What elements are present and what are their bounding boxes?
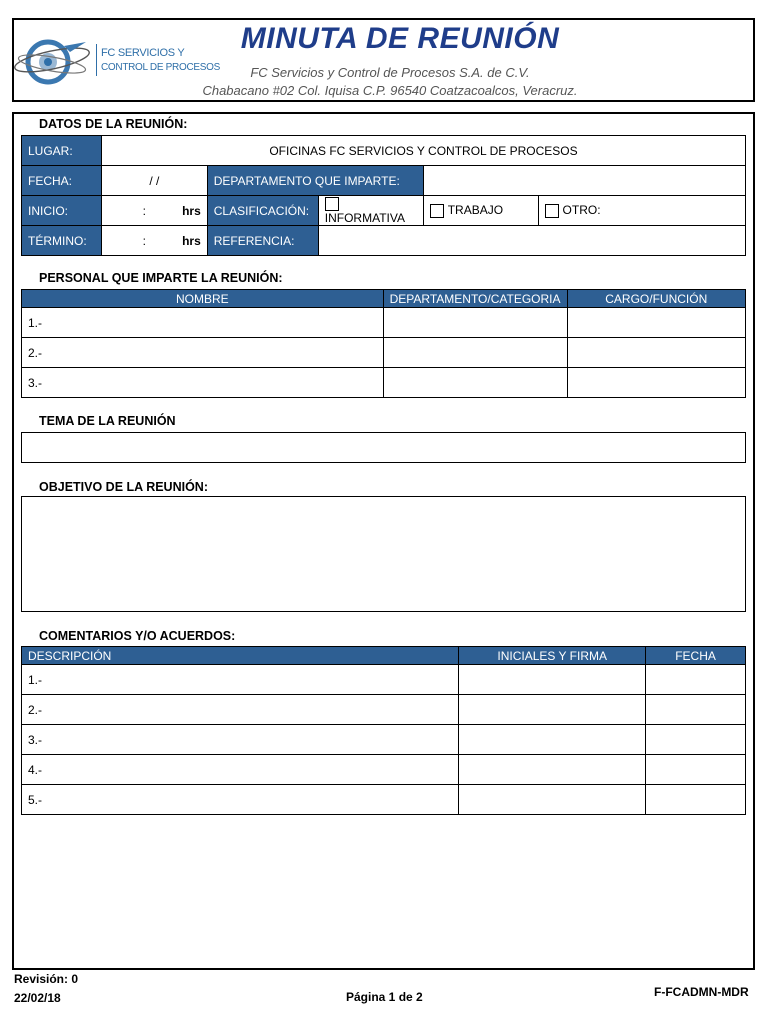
option-trabajo[interactable] bbox=[423, 196, 538, 226]
comentario-iniciales-cell[interactable] bbox=[459, 725, 646, 755]
referencia-value[interactable] bbox=[318, 226, 745, 256]
comentario-descripcion-cell[interactable]: 3.- bbox=[22, 725, 459, 755]
clasificacion-label: CLASIFICACIÓN: bbox=[207, 196, 318, 226]
col-descripcion: DESCRIPCIÓN bbox=[22, 647, 459, 665]
footer-revision: Revisión: 0 bbox=[14, 972, 79, 986]
termino-hrs: hrs bbox=[182, 233, 201, 248]
logo-divider bbox=[96, 44, 97, 76]
col-fecha: FECHA bbox=[646, 647, 746, 665]
tema-field[interactable] bbox=[21, 432, 746, 463]
table-row bbox=[22, 338, 746, 368]
otro-label: OTRO: bbox=[562, 203, 601, 218]
row-lugar bbox=[22, 136, 746, 166]
personal-nombre-cell[interactable]: 1.- bbox=[22, 308, 384, 338]
option-otro[interactable] bbox=[538, 196, 745, 226]
inicio-value[interactable] bbox=[101, 196, 207, 226]
col-cargo: CARGO/FUNCIÓN bbox=[567, 290, 745, 308]
row-inicio bbox=[22, 196, 746, 226]
inicio-label: INICIO: bbox=[22, 196, 102, 226]
table-row bbox=[22, 368, 746, 398]
comentario-descripcion-cell[interactable]: 4.- bbox=[22, 755, 459, 785]
table-row bbox=[22, 755, 746, 785]
company-name: FC Servicios y Control de Procesos S.A. de C.V. bbox=[250, 65, 530, 80]
footer-page: Página 1 de 2 bbox=[346, 990, 423, 1004]
personal-nombre-cell[interactable]: 2.- bbox=[22, 338, 384, 368]
comentario-fecha-cell[interactable] bbox=[646, 725, 746, 755]
datos-section-title: DATOS DE LA REUNIÓN: bbox=[39, 117, 188, 131]
table-row bbox=[22, 665, 746, 695]
company-logo-icon bbox=[14, 34, 96, 90]
comentario-fecha-cell[interactable] bbox=[646, 755, 746, 785]
inicio-colon: : bbox=[142, 203, 146, 218]
datos-table bbox=[21, 135, 746, 256]
comentarios-table bbox=[21, 646, 746, 815]
comentario-iniciales-cell[interactable] bbox=[459, 695, 646, 725]
comentario-fecha-cell[interactable] bbox=[646, 695, 746, 725]
company-address: Chabacano #02 Col. Iquisa C.P. 96540 Coatzacoalcos, Veracruz. bbox=[202, 83, 578, 98]
trabajo-label: TRABAJO bbox=[447, 203, 504, 218]
table-row bbox=[22, 308, 746, 338]
referencia-label: REFERENCIA: bbox=[207, 226, 318, 256]
comentario-fecha-cell[interactable] bbox=[646, 665, 746, 695]
trabajo-checkbox[interactable] bbox=[430, 204, 444, 218]
personal-cargo-cell[interactable] bbox=[567, 338, 745, 368]
row-fecha bbox=[22, 166, 746, 196]
comentario-iniciales-cell[interactable] bbox=[459, 755, 646, 785]
personal-departamento-cell[interactable] bbox=[383, 368, 567, 398]
footer-code: F-FCADMN-MDR bbox=[654, 985, 749, 999]
departamento-value[interactable] bbox=[423, 166, 745, 196]
col-nombre: NOMBRE bbox=[22, 290, 384, 308]
document-title: MINUTA DE REUNIÓN bbox=[240, 22, 560, 55]
logo-text-line2: CONTROL DE PROCESOS bbox=[101, 62, 220, 73]
comentarios-header-row bbox=[22, 647, 746, 665]
termino-colon: : bbox=[142, 233, 146, 248]
footer-date: 22/02/18 bbox=[14, 991, 61, 1005]
table-row bbox=[22, 695, 746, 725]
comentarios-section-title: COMENTARIOS Y/O ACUERDOS: bbox=[39, 629, 236, 643]
lugar-value[interactable]: OFICINAS FC SERVICIOS Y CONTROL DE PROCESOS bbox=[101, 136, 745, 166]
logo-text-line1: FC SERVICIOS Y bbox=[101, 47, 185, 59]
comentario-iniciales-cell[interactable] bbox=[459, 785, 646, 815]
col-iniciales: INICIALES Y FIRMA bbox=[459, 647, 646, 665]
personal-nombre-cell[interactable]: 3.- bbox=[22, 368, 384, 398]
informativa-label: INFORMATIVA bbox=[324, 210, 405, 225]
personal-section-title: PERSONAL QUE IMPARTE LA REUNIÓN: bbox=[39, 271, 283, 285]
fecha-label: FECHA: bbox=[22, 166, 102, 196]
objetivo-section-title: OBJETIVO DE LA REUNIÓN: bbox=[39, 480, 208, 494]
comentario-descripcion-cell[interactable]: 5.- bbox=[22, 785, 459, 815]
inicio-hrs: hrs bbox=[182, 203, 201, 218]
termino-label: TÉRMINO: bbox=[22, 226, 102, 256]
personal-cargo-cell[interactable] bbox=[567, 308, 745, 338]
option-informativa[interactable] bbox=[318, 196, 423, 226]
informativa-checkbox[interactable] bbox=[325, 197, 339, 211]
fecha-value[interactable]: / / bbox=[101, 166, 207, 196]
personal-cargo-cell[interactable] bbox=[567, 368, 745, 398]
comentario-fecha-cell[interactable] bbox=[646, 785, 746, 815]
personal-table bbox=[21, 289, 746, 398]
col-departamento: DEPARTAMENTO/CATEGORIA bbox=[383, 290, 567, 308]
comentario-descripcion-cell[interactable]: 1.- bbox=[22, 665, 459, 695]
tema-section-title: TEMA DE LA REUNIÓN bbox=[39, 414, 176, 428]
objetivo-field[interactable] bbox=[21, 496, 746, 612]
table-row bbox=[22, 725, 746, 755]
table-row bbox=[22, 785, 746, 815]
otro-checkbox[interactable] bbox=[545, 204, 559, 218]
termino-value[interactable] bbox=[101, 226, 207, 256]
personal-departamento-cell[interactable] bbox=[383, 308, 567, 338]
comentario-iniciales-cell[interactable] bbox=[459, 665, 646, 695]
departamento-label: DEPARTAMENTO QUE IMPARTE: bbox=[207, 166, 423, 196]
lugar-label: LUGAR: bbox=[22, 136, 102, 166]
row-termino bbox=[22, 226, 746, 256]
personal-header-row bbox=[22, 290, 746, 308]
comentario-descripcion-cell[interactable]: 2.- bbox=[22, 695, 459, 725]
personal-departamento-cell[interactable] bbox=[383, 338, 567, 368]
